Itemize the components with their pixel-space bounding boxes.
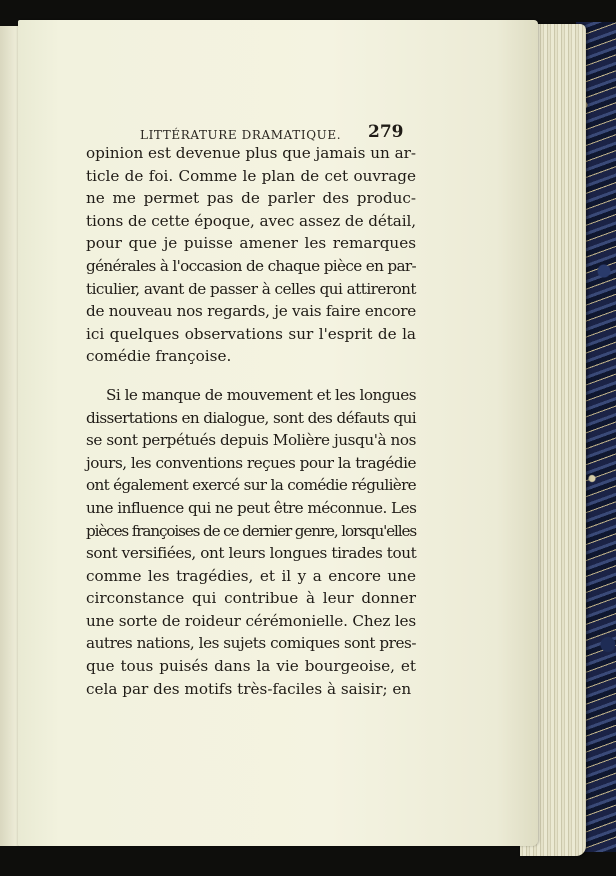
text-line: sont versifiées, ont leurs longues tirades tout [86, 544, 417, 563]
body-text [86, 142, 416, 700]
text-line: une influence qui ne peut être méconnue. Les [86, 498, 417, 517]
text-line: une sorte de roideur cérémonielle. Chez les [86, 611, 416, 630]
paragraph-2 [86, 384, 416, 700]
text-line: ticulier, avant de passer à celles qui attireront [86, 279, 416, 298]
text-line: opinion est devenue plus que jamais un ar- [86, 144, 416, 162]
text-line: que tous puisés dans la vie bourgeoise, et [86, 657, 416, 676]
text-line: ticle de foi. Comme le plan de cet ouvrage [86, 166, 416, 185]
text-line: de nouveau nos regards, je vais faire encore [86, 302, 416, 321]
text-line: ici quelques observations sur l'esprit de la [86, 324, 416, 343]
text-line: ne me permet pas de parler des produc- [86, 189, 416, 208]
text-line: ont également exercé sur la comédie régulière [86, 476, 416, 495]
text-line: autres nations, les sujets comiques sont pres- [86, 634, 416, 653]
text-line: tions de cette époque, avec assez de détail, [86, 211, 416, 230]
text-line: comédie françoise. [86, 347, 232, 366]
text-line: générales à l'occasion de chaque pièce en par- [86, 256, 416, 275]
paragraph-1 [86, 142, 416, 368]
text-line: jours, les conventions reçues pour la tragédie [86, 453, 416, 472]
text-line: comme les tragédies, et il y a encore une [86, 566, 416, 585]
text-line: circonstance qui contribue à leur donner [86, 589, 416, 608]
text-line: dissertations en dialogue, sont des défauts qui [86, 408, 416, 427]
text-line: pièces françoises de ce dernier genre, lorsqu'elles [86, 521, 416, 540]
text-line: pour que je puisse amener les remarques [86, 234, 416, 253]
running-head: LITTÉRATURE DRAMATIQUE. [140, 128, 342, 142]
text-line: Si le manque de mouvement et les longues [106, 385, 416, 404]
text-line: cela par des motifs très-faciles à saisir; en [86, 679, 412, 698]
paragraph-gap [86, 368, 416, 384]
text-line: se sont perpétués depuis Molière jusqu'à nos [86, 431, 416, 450]
page-number: 279 [368, 122, 404, 142]
